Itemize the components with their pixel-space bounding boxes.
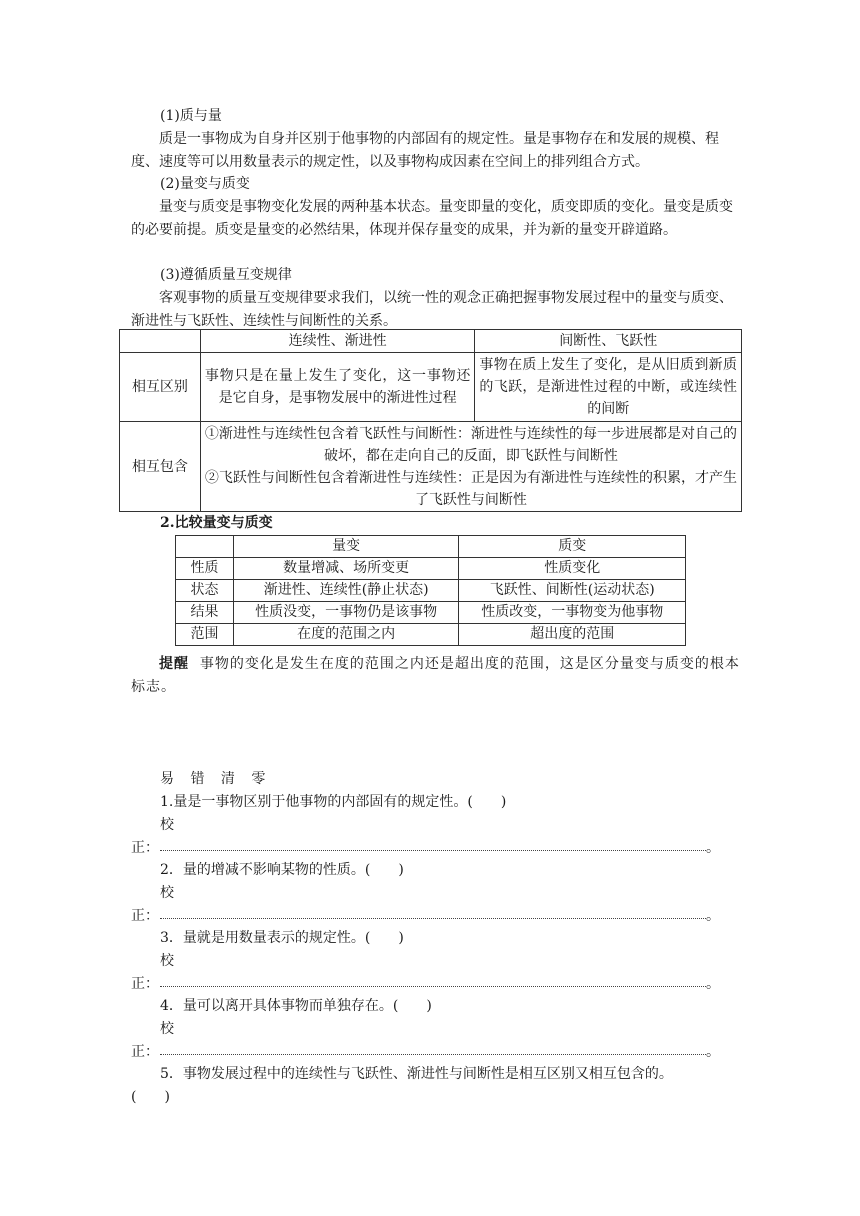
- quiz-item-4: 4．量可以离开具体事物而单独存在。( ): [160, 998, 432, 1014]
- reminder-note: [131, 653, 745, 698]
- table-cell: 数量增减、场所变更: [233, 558, 459, 580]
- correction-label-bottom: 正：: [131, 840, 159, 856]
- compare-change-table: [175, 535, 686, 646]
- correction-label-top: 校: [160, 817, 174, 833]
- paragraph-quality-quantity: 质是一事物成为自身并区别于他事物的内部固有的规定性。量是事物存在和发展的规模、程度、速度等可以用数量表示的规定性，以及事物构成因素在空间上的排列组合方式。: [131, 131, 719, 170]
- quiz-item-1: 1.量是一事物区别于他事物的内部固有的规定性。( ): [160, 794, 507, 810]
- table-header-row: [120, 330, 742, 353]
- table-cell: 范围: [176, 624, 234, 646]
- heading-quality-quantity: (1)质与量: [160, 108, 222, 124]
- table-cell: 在度的范围之内: [233, 624, 459, 646]
- end-mark: 。: [706, 840, 720, 856]
- correction-answer-line[interactable]: [160, 850, 706, 851]
- correction-label-bottom: 正：: [131, 908, 159, 924]
- table-cell: 结果: [176, 602, 234, 624]
- table-header-row: [176, 536, 686, 558]
- table-cell: 性质没变，一事物仍是该事物: [233, 602, 459, 624]
- heading-follow-law: (3)遵循质量互变规律: [160, 267, 292, 283]
- table-cell: 飞跃性、间断性(运动状态): [459, 580, 686, 602]
- heading-quantitative-qualitative-change: (2)量变与质变: [160, 176, 250, 192]
- reminder-text: 事物的变化是发生在度的范围之内还是超出度的范围，这是区分量变与质变的根本标志。: [131, 656, 740, 695]
- inclusion-point-1: ①渐进性与连续性包含着飞跃性与间断性：渐进性与连续性的每一步进展都是对自己的破坏，都在走向自己的反面，即飞跃性与间断性: [204, 425, 737, 464]
- reminder-label: 提醒: [159, 656, 189, 672]
- end-mark: 。: [706, 908, 720, 924]
- table-cell: 性质变化: [459, 558, 686, 580]
- quiz-title: 易 错 清 零: [160, 771, 272, 787]
- quiz-item-5: 5．事物发展过程中的连续性与飞跃性、渐进性与间断性是相互区别又相互包含的。: [160, 1066, 673, 1082]
- table-cell: 性质: [176, 558, 234, 580]
- table-cell: 超出度的范围: [459, 624, 686, 646]
- row-label: 相互区别: [120, 353, 201, 422]
- table-header-cell: 量变: [233, 536, 459, 558]
- end-mark: 。: [706, 976, 720, 992]
- correction-answer-line[interactable]: [160, 986, 706, 987]
- table-cell: 事物在质上发生了变化，是从旧质到新质的飞跃，是渐进性过程的中断，或连续性的间断: [475, 353, 742, 422]
- correction-label-top: 校: [160, 885, 174, 901]
- inclusion-point-2: ②飞跃性与间断性包含着渐进性与连续性：正是因为有渐进性与连续性的积累，才产生了飞跃性与间断性: [204, 469, 737, 508]
- paragraph-quantitative-qualitative-change: 量变与质变是事物变化发展的两种基本状态。量变即量的变化，质变即质的变化。量变是质变的必要前提。质变是量变的必然结果，体现并保存量变的成果，并为新的量变开辟道路。: [131, 199, 733, 238]
- table-row: [176, 602, 686, 624]
- table-cell: 事物只是在量上发生了变化，这一事物还是它自身，是事物发展中的渐进性过程: [200, 353, 475, 422]
- table-header-cell: 连续性、渐进性: [200, 330, 475, 353]
- end-mark: 。: [706, 1044, 720, 1060]
- correction-answer-line[interactable]: [160, 918, 706, 919]
- quiz-item-3: 3．量就是用数量表示的规定性。( ): [160, 930, 404, 946]
- table-row: [120, 422, 742, 512]
- quiz-item-2: 2．量的增减不影响某物的性质。( ): [160, 862, 404, 878]
- quiz-item-5-answer-blank: ( ): [131, 1089, 170, 1105]
- continuity-leap-table: [119, 329, 742, 512]
- correction-answer-line[interactable]: [160, 1054, 706, 1055]
- correction-label-top: 校: [160, 1021, 174, 1037]
- table-header-cell: [120, 330, 201, 353]
- table-row: [120, 353, 742, 422]
- table-header-cell: 间断性、飞跃性: [475, 330, 742, 353]
- correction-label-bottom: 正：: [131, 1044, 159, 1060]
- row-label: 相互包含: [120, 422, 201, 512]
- table-header-cell: [176, 536, 234, 558]
- table-cell: 状态: [176, 580, 234, 602]
- section-title-compare: 2.比较量变与质变: [160, 515, 273, 531]
- table-cell: 性质改变，一事物变为他事物: [459, 602, 686, 624]
- table-row: [176, 624, 686, 646]
- table-cell: [200, 422, 741, 512]
- correction-label-bottom: 正：: [131, 976, 159, 992]
- table-row: [176, 580, 686, 602]
- paragraph-follow-law: 客观事物的质量互变规律要求我们，以统一性的观念正确把握事物发展过程中的量变与质变、渐进性与飞跃性、连续性与间断性的关系。: [131, 290, 733, 329]
- table-header-cell: 质变: [459, 536, 686, 558]
- table-cell: 渐进性、连续性(静止状态): [233, 580, 459, 602]
- table-row: [176, 558, 686, 580]
- correction-label-top: 校: [160, 953, 174, 969]
